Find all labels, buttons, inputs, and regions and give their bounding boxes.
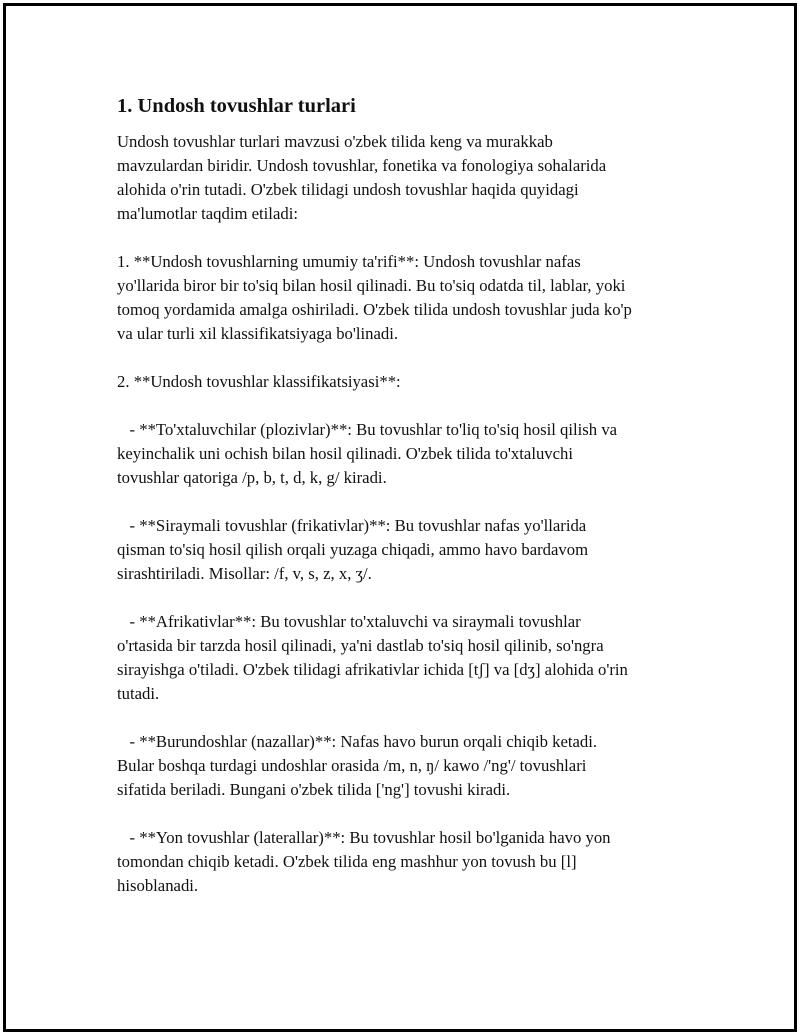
text-line: hisoblanadi. bbox=[117, 876, 199, 895]
text-line: - **Siraymali tovushlar (frikativlar)**: Bu tovushlar nafas yo'llarida bbox=[117, 516, 587, 535]
paragraph-fricatives bbox=[117, 514, 697, 586]
document-body bbox=[117, 93, 697, 922]
text-line: qisman to'siq hosil qilish orqali yuzaga chiqadi, ammo havo bardavom bbox=[117, 540, 589, 559]
text-line: Bular boshqa turdagi undoshlar orasida /m, n, ŋ/ kawo /'ng'/ tovushlari bbox=[117, 756, 587, 775]
paragraph-definition bbox=[117, 250, 697, 346]
text-line: mavzulardan biridir. Undosh tovushlar, fonetika va fonologiya sohalarida bbox=[117, 156, 607, 175]
paragraph-plosives bbox=[117, 418, 697, 490]
text-line: sifatida beriladi. Bungani o'zbek tilida ['ng'] tovushi kiradi. bbox=[117, 780, 511, 799]
text-line: keyinchalik uni ochish bilan hosil qilinadi. O'zbek tilida to'xtaluvchi bbox=[117, 444, 574, 463]
text-line: 1. **Undosh tovushlarning umumiy ta'rifi**: Undosh tovushlar nafas bbox=[117, 252, 581, 271]
text-line: yo'llarida biror bir to'siq bilan hosil qilinadi. Bu to'siq odatda til, lablar, yoki bbox=[117, 276, 626, 295]
paragraph-affricates bbox=[117, 610, 697, 706]
text-line: va ular turli xil klassifikatsiyaga bo'linadi. bbox=[117, 324, 399, 343]
text-line: o'rtasida bir tarzda hosil qilinadi, ya'ni dastlab to'siq hosil qilinib, so'ngra bbox=[117, 636, 604, 655]
text-line: tovushlar qatoriga /p, b, t, d, k, g/ kiradi. bbox=[117, 468, 387, 487]
text-line: - **Afrikativlar**: Bu tovushlar to'xtaluvchi va siraymali tovushlar bbox=[117, 612, 581, 631]
text-line: 2. **Undosh tovushlar klassifikatsiyasi**: bbox=[117, 372, 401, 391]
paragraph-nasals bbox=[117, 730, 697, 802]
text-line: sirayishga o'tiladi. O'zbek tilidagi afrikativlar ichida [tʃ] va [dʒ] alohida o'rin bbox=[117, 660, 628, 679]
text-line: - **Yon tovushlar (laterallar)**: Bu tovushlar hosil bo'lganida havo yon bbox=[117, 828, 611, 847]
paragraph-laterals bbox=[117, 826, 697, 898]
text-line: ma'lumotlar taqdim etiladi: bbox=[117, 204, 298, 223]
paragraph-intro bbox=[117, 130, 697, 226]
text-line: sirashtiriladi. Misollar: /f, v, s, z, x, ʒ/. bbox=[117, 564, 372, 583]
paragraph-classification-heading bbox=[117, 370, 697, 394]
text-line: alohida o'rin tutadi. O'zbek tilidagi undosh tovushlar haqida quyidagi bbox=[117, 180, 579, 199]
text-line: - **Burundoshlar (nazallar)**: Nafas havo burun orqali chiqib ketadi. bbox=[117, 732, 598, 751]
text-line: Undosh tovushlar turlari mavzusi o'zbek tilida keng va murakkab bbox=[117, 132, 553, 151]
text-line: tutadi. bbox=[117, 684, 160, 703]
text-line: tomondan chiqib ketadi. O'zbek tilida eng mashhur yon tovush bu [l] bbox=[117, 852, 577, 871]
text-line: - **To'xtaluvchilar (plozivlar)**: Bu tovushlar to'liq to'siq hosil qilish va bbox=[117, 420, 618, 439]
section-heading: 1. Undosh tovushlar turlari bbox=[117, 95, 356, 117]
text-line: tomoq yordamida amalga oshiriladi. O'zbek tilida undosh tovushlar juda ko'p bbox=[117, 300, 632, 319]
